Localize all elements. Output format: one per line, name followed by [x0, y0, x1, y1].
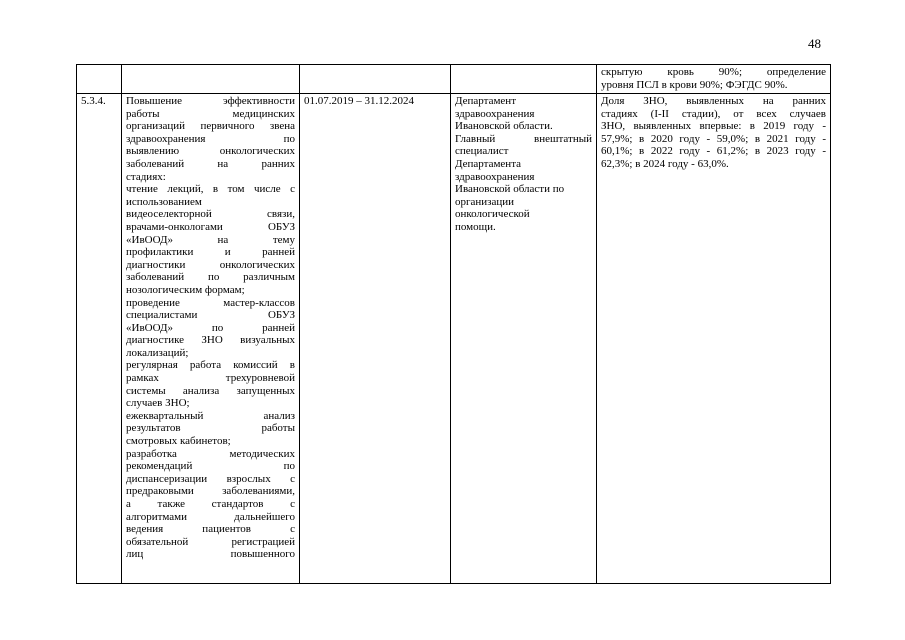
activity-line: «ИвООД» на тему	[126, 233, 295, 246]
activity-line: специалистами ОБУЗ	[126, 309, 295, 322]
activity-line: результатов работы	[126, 422, 295, 435]
activity-line: смотровых кабинетов;	[126, 435, 231, 448]
activity-line: нозологическим формам;	[126, 283, 245, 296]
page-number: 48	[808, 36, 821, 51]
activity-line: профилактики и ранней	[126, 246, 295, 259]
row-number: 5.3.4.	[81, 95, 106, 107]
responsible-line: Департамента	[455, 157, 522, 170]
responsible-line: онкологической	[455, 208, 530, 221]
cell-result	[597, 94, 831, 584]
activity-line: разработка методических	[126, 447, 295, 460]
responsible-line: Главный внештатный	[455, 132, 592, 145]
activity-line: использованием	[126, 195, 202, 208]
activity-line: видеоселекторной связи,	[126, 208, 295, 221]
activity-line: ежеквартальный анализ	[126, 409, 295, 422]
responsible-line: Департамент	[455, 95, 517, 107]
responsible-line: организации	[455, 195, 515, 208]
activity-line: проведение мастер-классов	[126, 296, 295, 309]
activity-line: диагностике ЗНО визуальных	[126, 334, 295, 347]
cell-activity	[122, 94, 300, 584]
table-row	[77, 94, 831, 584]
activity-line: здравоохранения по	[126, 132, 295, 145]
cell-activity-empty	[122, 65, 300, 94]
activity-line: локализаций;	[126, 346, 189, 359]
result-line: 57,9%; в 2020 году - 59,0%; в 2021 году -	[601, 132, 826, 145]
result-line: стадиях (I-II стадии), от всех случаев	[601, 107, 826, 120]
responsible-line: здравоохранения	[455, 107, 535, 120]
cell-result-continued	[597, 65, 831, 94]
responsible-line: помощи.	[455, 220, 496, 233]
activity-line: врачами-онкологами ОБУЗ	[126, 220, 295, 233]
activity-line: рамках трехуровневой	[126, 372, 295, 385]
activity-line: «ИвООД» по ранней	[126, 321, 295, 334]
cell-responsible	[451, 94, 597, 584]
activity-line: стадиях:	[126, 170, 166, 183]
plan-table	[76, 64, 831, 584]
activity-line: обязательной регистрацией	[126, 535, 295, 548]
result-line: 60,1%; в 2022 году - 61,2%; в 2023 году -	[601, 145, 826, 158]
activity-line: диспансеризации взрослых с	[126, 472, 295, 485]
activity-line: ведения пациентов с	[126, 523, 295, 536]
result-line: Доля ЗНО, выявленных на ранних	[601, 95, 826, 107]
activity-line: системы анализа запущенных	[126, 384, 295, 397]
activity-line: заболеваний на ранних	[126, 157, 295, 170]
cell-period	[300, 94, 451, 584]
activity-line: лиц повышенного	[126, 548, 295, 561]
responsible-line: специалист	[455, 145, 509, 158]
activity-line: заболеваний по различным	[126, 271, 295, 284]
activity-line: работы медицинских	[126, 107, 295, 120]
activity-line: выявлению онкологических	[126, 145, 295, 158]
result-line: уровня ПСЛ в крови 90%; ФЭГДС 90%.	[601, 78, 788, 91]
activity-line: случаев ЗНО;	[126, 397, 190, 410]
activity-line: алгоритмами дальнейшего	[126, 510, 295, 523]
cell-number	[77, 94, 122, 584]
activity-line: организаций первичного звена	[126, 120, 295, 133]
activity-line: Повышение эффективности	[126, 95, 295, 107]
activity-line: чтение лекций, в том числе с	[126, 183, 295, 196]
continued-row	[77, 65, 831, 94]
responsible-line: Ивановской области по	[455, 183, 565, 196]
cell-responsible-empty	[451, 65, 597, 94]
activity-line: предраковыми заболеваниями,	[126, 485, 295, 498]
responsible-line: Ивановской области.	[455, 120, 553, 133]
activity-line: рекомендаций по	[126, 460, 295, 473]
result-line: 62,3%; в 2024 году - 63,0%.	[601, 157, 729, 170]
period: 01.07.2019 – 31.12.2024	[304, 95, 414, 107]
activity-line: а также стандартов с	[126, 498, 295, 510]
cell-number-empty	[77, 65, 122, 94]
result-line: ЗНО, выявленных впервые: в 2019 году -	[601, 120, 826, 133]
responsible-line: здравоохранения	[455, 170, 535, 183]
result-line: скрытую кровь 90%; определение	[601, 66, 826, 78]
cell-period-empty	[300, 65, 451, 94]
activity-line: диагностики онкологических	[126, 258, 295, 271]
activity-line: регулярная работа комиссий в	[126, 359, 295, 372]
